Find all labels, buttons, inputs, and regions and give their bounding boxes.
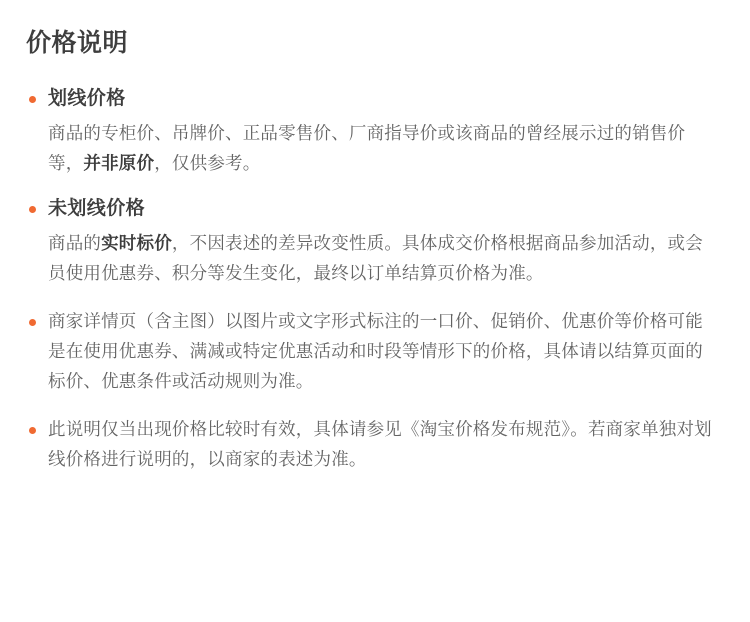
bullet-icon xyxy=(29,96,36,103)
section-non-strikethrough-price xyxy=(26,196,720,288)
bullet-icon xyxy=(29,427,36,434)
bullet-icon xyxy=(29,319,36,326)
section-body: 此说明仅当出现价格比较时有效，具体请参见《淘宝价格发布规范》。若商家单独对划线价格进行说明的，以商家的表述为准。 xyxy=(48,419,712,469)
text-run: 商品的 xyxy=(48,233,102,253)
section-body xyxy=(48,228,720,288)
text-run-emphasis: 实时标价 xyxy=(101,233,172,253)
section-merchant-detail-page xyxy=(26,306,720,396)
text-run: ，仅供参考。 xyxy=(154,153,261,173)
section-body: 商家详情页（含主图）以图片或文字形式标注的一口价、促销价、优惠价等价格可能是在使用优惠券、满减或特定优惠活动和时段等情形下的价格，具体请以结算页面的标价、优惠条件或活动规则为准。 xyxy=(48,311,703,391)
section-body xyxy=(48,118,720,178)
text-run: ，不因表述的差异改变性质。具体成交价格根据商品参加活动，或会员使用优惠券、积分等发生变化，最终以订单结算页价格为准。 xyxy=(48,233,703,283)
section-heading: 划线价格 xyxy=(48,88,126,109)
page-title: 价格说明 xyxy=(26,29,129,57)
section-strikethrough-price xyxy=(26,86,720,178)
text-run: 商品的专柜价、吊牌价、正品零售价、厂商指导价或该商品的曾经展示过的销售价等， xyxy=(48,123,686,173)
section-disclaimer xyxy=(26,414,720,474)
bullet-icon xyxy=(29,206,36,213)
section-heading: 未划线价格 xyxy=(48,198,146,219)
text-run-emphasis: 并非原价 xyxy=(83,153,155,173)
